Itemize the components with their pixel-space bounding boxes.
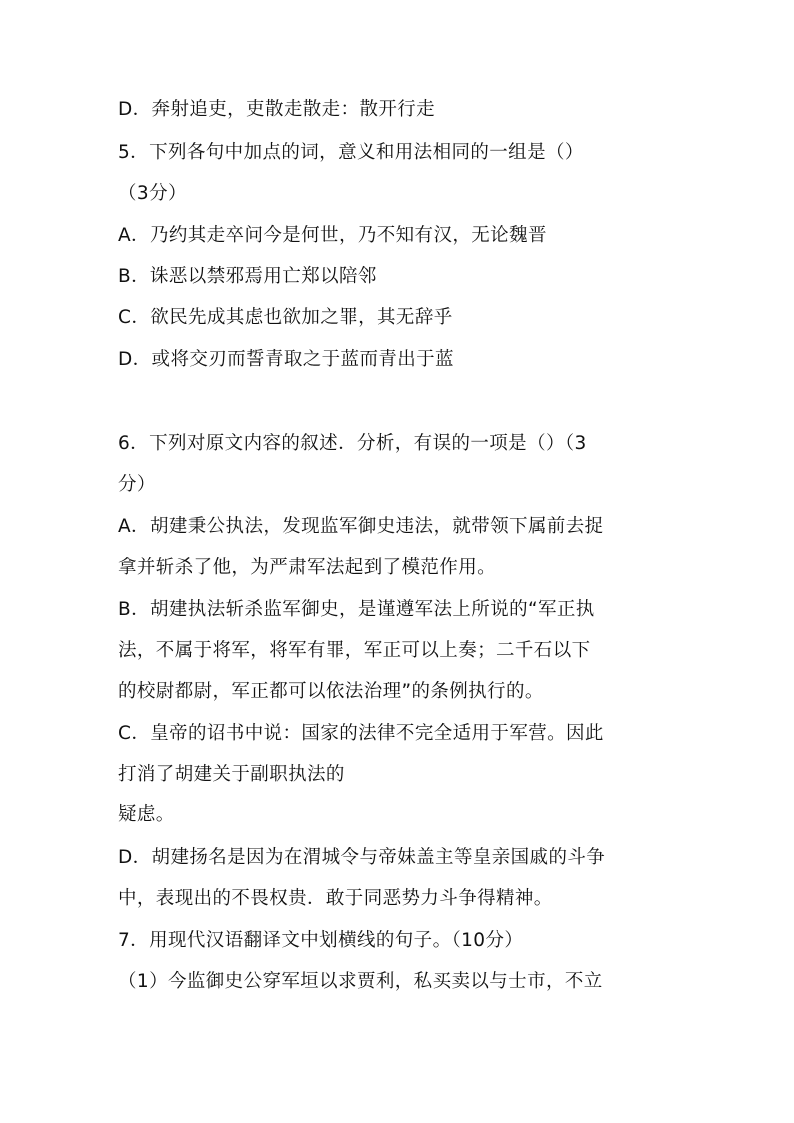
option-c-q6-line-2: 打消了胡建关于副职执法的 — [118, 764, 345, 785]
question-5-score: （3分） — [118, 183, 187, 204]
question-6-score: 分） — [118, 474, 156, 495]
option-c-q6-line-3: 疑虑。 — [118, 804, 175, 825]
option-d-q6-line-2: 中，表现出的不畏权贵．敢于同恶势力斗争得精神。 — [118, 888, 553, 909]
option-a-q6-line-1: A．胡建秉公执法，发现监军御史违法，就带领下属前去捉 — [118, 516, 604, 537]
option-b-q6-line-1: B．胡建执法斩杀监军御史，是谨遵军法上所说的“军正执 — [118, 599, 595, 620]
option-d-q5: D．或将交刃而誓青取之于蓝而青出于蓝 — [118, 349, 454, 370]
question-7-prompt: 7．用现代汉语翻译文中划横线的句子。（10分） — [118, 930, 524, 951]
option-c-q6-line-1: C．皇帝的诏书中说：国家的法律不完全适用于军营。因此 — [118, 723, 604, 744]
option-b-q6-line-2: 法，不属于将军，将军有罪，军正可以上奏；二千石以下 — [118, 640, 591, 661]
option-d-q4: D．奔射追吏，吏散走散走：散开行走 — [118, 99, 436, 120]
option-b-q6-line-3: 的校尉都尉，军正都可以依法治理”的条例执行的。 — [118, 681, 544, 702]
option-a-q5: A．乃约其走卒问今是何世，乃不知有汉，无论魏晋 — [118, 225, 547, 246]
question-5-prompt: 5．下列各句中加点的词，意义和用法相同的一组是（） — [118, 142, 584, 163]
option-d-q6-line-1: D．胡建扬名是因为在渭城令与帝妹盖主等皇亲国戚的斗争 — [118, 847, 606, 868]
option-c-q5: C．欲民先成其虑也欲加之罪，其无辞乎 — [118, 307, 453, 328]
question-6-prompt: 6．下列对原文内容的叙述．分析，有误的一项是（）（3 — [118, 433, 587, 454]
question-7-item-1: （1）今监御史公穿军垣以求贾利，私买卖以与士市，不立 — [118, 971, 603, 992]
option-a-q6-line-2: 拿并斩杀了他，为严肃军法起到了模范作用。 — [118, 557, 497, 578]
option-b-q5: B．诛恶以禁邪焉用亡郑以陪邻 — [118, 266, 377, 287]
